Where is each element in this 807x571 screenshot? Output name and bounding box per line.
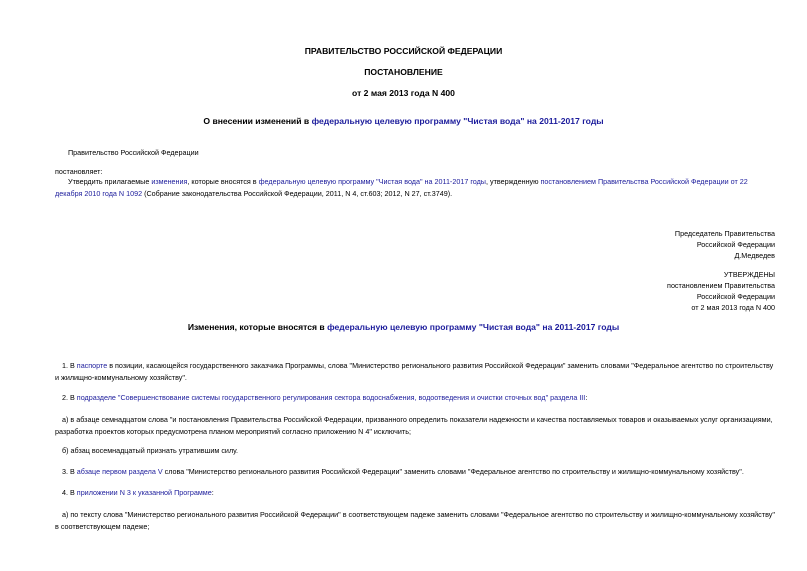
section-v-link[interactable]: раздела V (128, 467, 163, 476)
appendix-3-link[interactable]: приложении N 3 к указанной Программе (76, 488, 212, 497)
item-2-text-a: 2. В (62, 393, 77, 402)
org-heading: ПРАВИТЕЛЬСТВО РОССИЙСКОЙ ФЕДЕРАЦИИ (304, 46, 503, 56)
item-4 (55, 487, 775, 499)
p1-text-d: (Собрание законодательства Российской Федерации, 2011, N 4, ст.603; 2012, N 27, ст.3749). (142, 188, 453, 198)
decides-text: постановляет: (55, 167, 103, 176)
subsection-link[interactable]: подразделе "Совершенствование системы государственного регулирования сектора водоснабжения, водоотведения и очистки сточных вод" раздела III (76, 393, 586, 402)
item-2 (55, 392, 775, 404)
item-1-text-b: в позиции, касающейся государственного заказчика Программы, слова "Министерство регионального развития Российской Федерации" заменить словами "Федеральное агентство по строительству и жилищно-коммунальному хозяйству". (55, 361, 774, 382)
doc-type-heading: ПОСТАНОВЛЕНИЕ (364, 67, 443, 77)
first-paragraph-link[interactable]: абзаце первом (76, 467, 127, 476)
resolution-paragraph (55, 176, 775, 199)
item-2b: б) абзац восемнадцатый признать утратившим силу. (62, 446, 239, 455)
approved-line-4: от 2 мая 2013 года N 400 (691, 303, 775, 312)
changes-title-program-link[interactable]: федеральную целевую программу "Чистая вода" на 2011-2017 годы (327, 322, 620, 332)
passport-link[interactable]: паспорте (76, 361, 108, 370)
item-2a: а) в абзаце семнадцатом слова "и постановления Правительства Российской Федерации, призванного определить показатели надежности и качества поставляемых товаров и оказываемых услуг организациями, разработка проектов которых предусмотрена планом мероприятий согласно приложению N 4" исключить; (55, 415, 773, 436)
p1-text-a: Утвердить прилагаемые (68, 177, 152, 186)
item-1-text-a: 1. В (62, 361, 77, 370)
changes-title-prefix: Изменения, которые вносятся в (187, 322, 328, 332)
signature-line-2: Российской Федерации (696, 240, 775, 249)
doc-date-number: от 2 мая 2013 года N 400 (352, 88, 455, 98)
changes-link[interactable]: изменения (151, 177, 188, 186)
document-title (0, 116, 807, 126)
item-3-text-a: 3. В (62, 467, 77, 476)
program-link[interactable]: федеральную целевую программу "Чистая вода" на 2011-2017 годы (258, 177, 486, 186)
approved-line-2: постановлением Правительства (667, 281, 775, 290)
item-1 (55, 360, 775, 383)
item-4-text-b: : (211, 488, 214, 497)
gov-text: Правительство Российской Федерации (68, 148, 199, 157)
p1-text-c: , утвержденную (485, 177, 541, 186)
changes-title (0, 322, 807, 332)
item-3 (55, 466, 775, 478)
item-4-text-a: 4. В (62, 488, 77, 497)
resolution-1092-link[interactable]: постановлением Правительства Российской Федерации от 22 декабря 2010 года N 1092 (55, 177, 748, 198)
signature-line-1: Председатель Правительства (674, 229, 775, 238)
p1-text-b: , которые вносятся в (187, 177, 259, 186)
approved-line-1: УТВЕРЖДЕНЫ (723, 270, 775, 279)
approved-line-3: Российской Федерации (696, 292, 775, 301)
title-prefix: О внесении изменений в (203, 116, 312, 126)
signature-name: Д.Медведев (734, 251, 775, 260)
title-program-link[interactable]: федеральную целевую программу "Чистая вода" на 2011-2017 годы (311, 116, 604, 126)
item-3-text-c: слова "Министерство регионального развития Российской Федерации" заменить словами "Федеральное агентство по строительству и жилищно-коммунальному хозяйству". (162, 467, 744, 476)
item-4a: а) по тексту слова "Министерство регионального развития Российской Федерации" в соответствующем падеже заменить словами "Федеральное агентство по строительству и жилищно-коммунальному хозяйству" в соответствующем падеже; (55, 510, 775, 531)
item-2-text-b: : (585, 393, 588, 402)
